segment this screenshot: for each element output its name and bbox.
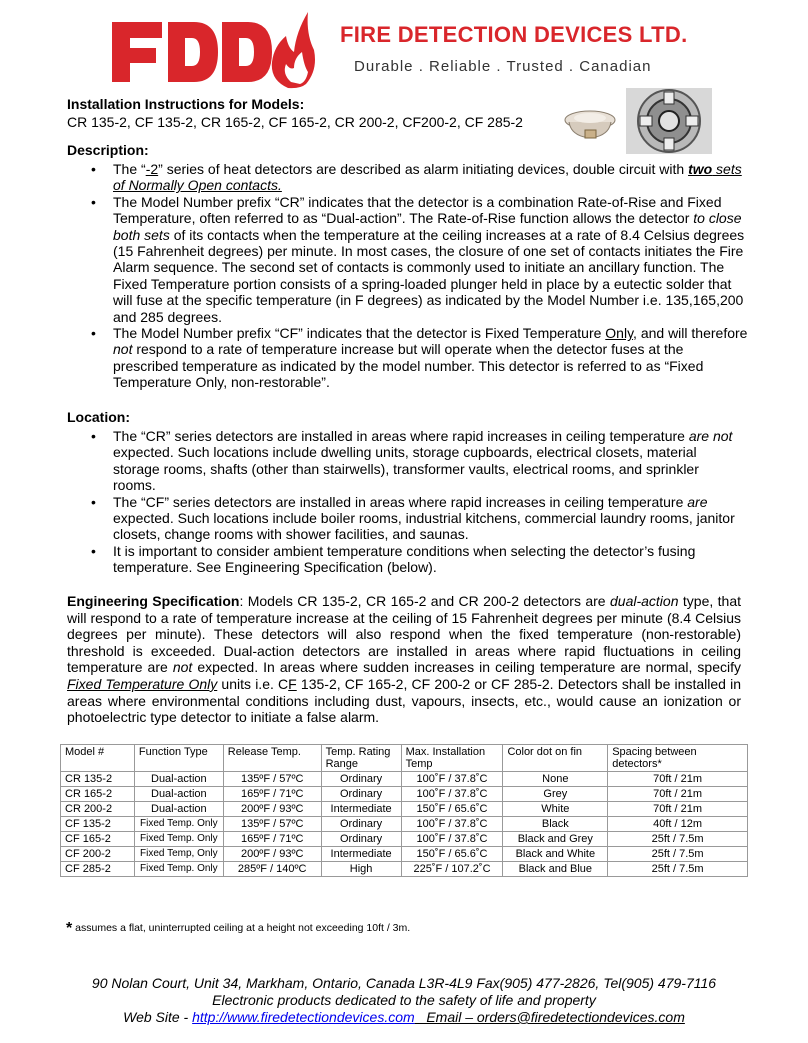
text-span: expected. Such locations include boiler rooms, industrial kitchens, commercial laundry rooms, janitor closets, change rooms with shower facilities, and saunas. xyxy=(113,510,735,543)
table-cell: None xyxy=(503,772,608,787)
table-cell: 70ft / 21m xyxy=(608,802,748,817)
engineering-heading: Engineering Specification xyxy=(67,593,240,609)
table-cell: 25ft / 7.5m xyxy=(608,847,748,862)
description-heading: Description: xyxy=(67,142,149,158)
text-span: ” series of heat detectors are described as alarm initiating devices, double circuit with xyxy=(158,161,689,177)
table-cell: 70ft / 21m xyxy=(608,787,748,802)
table-cell: 135ºF / 57ºC xyxy=(223,772,321,787)
model-suffix-link: -2 xyxy=(145,161,159,177)
emphasis: Fixed Temperature Only xyxy=(67,675,218,692)
table-cell: Fixed Temp. Only xyxy=(134,817,223,832)
location-bullet-1 xyxy=(91,428,743,494)
bullet-icon: • xyxy=(91,325,96,342)
table-cell: CF 135-2 xyxy=(61,817,135,832)
table-header-cell: Release Temp. xyxy=(223,745,321,772)
table-cell: 100˚F / 37.8˚C xyxy=(401,787,503,802)
table-cell: 200ºF / 93ºC xyxy=(223,847,321,862)
text-span: of its contacts when the temperature at the ceiling increases at a rate of 8.4 Celsius degrees (15 Fahrenheit degrees) per minute. In most cases, the closure of one set of contacts initiates the Fire Alarm sequence. The second set of contacts is commonly used to initiate an ancillary function. The Fixed Temperature portion consists of a spring-loaded plunger held in place by a eutectic solder that will fuse at the specific temperature (in F degrees) as indicated by the Model Number i.e. 135,165,200 and 285 degrees. xyxy=(113,226,745,325)
table-cell: 100˚F / 37.8˚C xyxy=(401,817,503,832)
web-label: Web Site - xyxy=(123,1009,193,1025)
table-cell: 150˚F / 65.6˚C xyxy=(401,802,503,817)
emphasis: F xyxy=(288,675,297,692)
table-header-cell: Model # xyxy=(61,745,135,772)
table-header-cell: Max. Installation Temp xyxy=(401,745,503,772)
table-cell: Fixed Temp, Only xyxy=(134,847,223,862)
table-row xyxy=(61,787,748,802)
table-header-cell: Function Type xyxy=(134,745,223,772)
table-row xyxy=(61,847,748,862)
table-cell: Ordinary xyxy=(321,787,401,802)
emphasis-sets: sets of Normally Open contacts. xyxy=(113,161,742,194)
location-heading: Location: xyxy=(67,409,130,425)
text-span: type, that will respond to a rate of temperature increase at the ceiling of 15 Fahrenheit degrees per minute (8.4 Celsius degrees per minute). These detectors will also respond when the fixed temperature (non-restorable) threshold is exceeded. Dual-action detectors are installed in areas where rapid fluctuations in ceiling temperature are xyxy=(67,593,742,676)
fdd-logo xyxy=(110,8,315,90)
table-cell: CF 285-2 xyxy=(61,862,135,877)
location-list xyxy=(91,428,743,576)
company-name: FIRE DETECTION DEVICES LTD. xyxy=(340,22,688,47)
description-bullet-2 xyxy=(91,194,751,325)
text-span: The Model Number prefix “CR” indicates that the detector is a combination Rate-of-Rise and Fixed Temperature, often referred to as “Dual-action”. The Rate-of-Rise function allows the detector xyxy=(113,193,722,227)
table-cell: 200ºF / 93ºC xyxy=(223,802,321,817)
text-span: , and will therefore xyxy=(633,325,748,342)
table-header-cell: Temp. Rating Range xyxy=(321,745,401,772)
table-cell: Ordinary xyxy=(321,817,401,832)
table-cell: White xyxy=(503,802,608,817)
detector-top-image xyxy=(626,88,712,154)
table-cell: Black and White xyxy=(503,847,608,862)
footer-contact xyxy=(0,1009,808,1025)
table-row xyxy=(61,817,748,832)
table-header-cell: Spacing between detectors* xyxy=(608,745,748,772)
table-cell: 100˚F / 37.8˚C xyxy=(401,832,503,847)
emphasis-not: not xyxy=(113,341,133,358)
table-cell: Intermediate xyxy=(321,847,401,862)
text-span: expected. In areas where sudden increases in ceiling temperature are normal, specify xyxy=(192,659,741,676)
table-row xyxy=(61,832,748,847)
table-cell: Intermediate xyxy=(321,802,401,817)
description-list xyxy=(91,161,751,391)
emphasis-two: two xyxy=(688,161,713,177)
table-cell: High xyxy=(321,862,401,877)
bullet-icon: • xyxy=(91,428,96,444)
emphasis: not xyxy=(172,659,193,676)
table-row xyxy=(61,862,748,877)
text-span: expected. Such locations include dwelling units, storage cupboards, electrical closets, material storage rooms, shafts (other than stairwells), transformer vaults, electrical rooms, and sprinkler rooms. xyxy=(113,444,699,494)
table-body xyxy=(61,772,748,877)
table-cell: 135ºF / 57ºC xyxy=(223,817,321,832)
table-cell: 285ºF / 140ºC xyxy=(223,862,321,877)
text-span: The “CF” series detectors are installed in areas where rapid increases in ceiling temperature xyxy=(113,493,688,510)
table-cell: Black and Grey xyxy=(503,832,608,847)
table-cell: Grey xyxy=(503,787,608,802)
spec-table xyxy=(60,744,748,877)
table-cell: 150˚F / 65.6˚C xyxy=(401,847,503,862)
table-cell: Dual-action xyxy=(134,802,223,817)
detector-side-image xyxy=(563,104,618,144)
table-footnote xyxy=(66,920,410,938)
table-cell: 165ºF / 71ºC xyxy=(223,832,321,847)
table-cell: CR 165-2 xyxy=(61,787,135,802)
table-cell: 40ft / 12m xyxy=(608,817,748,832)
emphasis-only: Only xyxy=(605,325,634,342)
email-link[interactable]: Email – orders@firedetectiondevices.com xyxy=(414,1009,685,1025)
table-cell: Fixed Temp. Only xyxy=(134,832,223,847)
table-cell: 70ft / 21m xyxy=(608,772,748,787)
text-span: respond to a rate of temperature increase but will operate when the detector fuses at the prescribed temperature as indicated by the model number. This detector is referred to as “Fixed Temperature Only, non-restorable”. xyxy=(113,341,704,391)
table-row xyxy=(61,772,748,787)
description-bullet-1 xyxy=(91,161,751,194)
logo-text: FDD xyxy=(110,8,113,9)
text-span: The “ xyxy=(113,161,146,177)
bullet-icon: • xyxy=(91,161,96,177)
company-tagline: Durable . Reliable . Trusted . Canadian xyxy=(354,58,652,75)
table-cell: 165ºF / 71ºC xyxy=(223,787,321,802)
table-cell: CF 165-2 xyxy=(61,832,135,847)
text-span: The Model Number prefix “CF” indicates that the detector is Fixed Temperature xyxy=(113,325,606,342)
table-header-row xyxy=(61,745,748,772)
table-cell: Dual-action xyxy=(134,787,223,802)
bullet-icon: • xyxy=(91,493,96,510)
table-cell: 100˚F / 37.8˚C xyxy=(401,772,503,787)
text-span: 135-2, CF 165-2, CF 200-2 or CF 285-2. Detectors shall be installed in areas where environmental conditions including dust, vapours, insects, etc., would cause an ionization or photoelectric type detector to initiate a false alarm. xyxy=(67,675,741,726)
footnote-text: assumes a flat, uninterrupted ceiling at a height not exceeding 10ft / 3m. xyxy=(72,922,411,934)
engineering-paragraph xyxy=(67,593,741,726)
table-header-cell: Color dot on fin xyxy=(503,745,608,772)
website-link[interactable]: http://www.firedetectiondevices.com xyxy=(192,1009,415,1025)
table-cell: CR 135-2 xyxy=(61,772,135,787)
location-bullet-2 xyxy=(91,494,743,543)
table-cell: 225˚F / 107.2˚C xyxy=(401,862,503,877)
install-heading: Installation Instructions for Models: xyxy=(67,96,305,112)
table-row xyxy=(61,802,748,817)
footer-slogan: Electronic products dedicated to the safety of life and property xyxy=(212,992,596,1008)
text-span: units i.e. C xyxy=(217,675,289,692)
bullet-icon: • xyxy=(91,193,96,210)
emphasis: are xyxy=(687,493,708,510)
table-cell: Ordinary xyxy=(321,772,401,787)
emphasis: dual-action xyxy=(610,593,679,609)
emphasis: are not xyxy=(688,428,733,444)
text-span: It is important to consider ambient temperature conditions when selecting the detector’s fusing temperature. See Engineering Specification (below). xyxy=(113,542,696,576)
table-cell: Dual-action xyxy=(134,772,223,787)
table-cell: Fixed Temp. Only xyxy=(134,862,223,877)
text-span: : Models CR 135-2, CR 165-2 and CR 200-2 detectors are xyxy=(239,593,610,609)
bullet-icon: • xyxy=(91,542,96,559)
asterisk-icon: * xyxy=(66,920,73,937)
footer-address: 90 Nolan Court, Unit 34, Markham, Ontario, Canada L3R-4L9 Fax(905) 477-2826, Tel(905) 479-7116 xyxy=(91,975,717,991)
location-bullet-3 xyxy=(91,543,743,576)
table-cell: Black xyxy=(503,817,608,832)
install-models: CR 135-2, CF 135-2, CR 165-2, CF 165-2, CR 200-2, CF200-2, CF 285-2 xyxy=(67,114,523,130)
text-span: The “CR” series detectors are installed in areas where rapid increases in ceiling temperature xyxy=(113,428,689,444)
table-cell: 25ft / 7.5m xyxy=(608,862,748,877)
description-bullet-3 xyxy=(91,325,751,391)
table-cell: CR 200-2 xyxy=(61,802,135,817)
table-cell: Ordinary xyxy=(321,832,401,847)
table-cell: Black and Blue xyxy=(503,862,608,877)
table-cell: CF 200-2 xyxy=(61,847,135,862)
table-cell: 25ft / 7.5m xyxy=(608,832,748,847)
emphasis: to close both sets xyxy=(113,210,742,243)
